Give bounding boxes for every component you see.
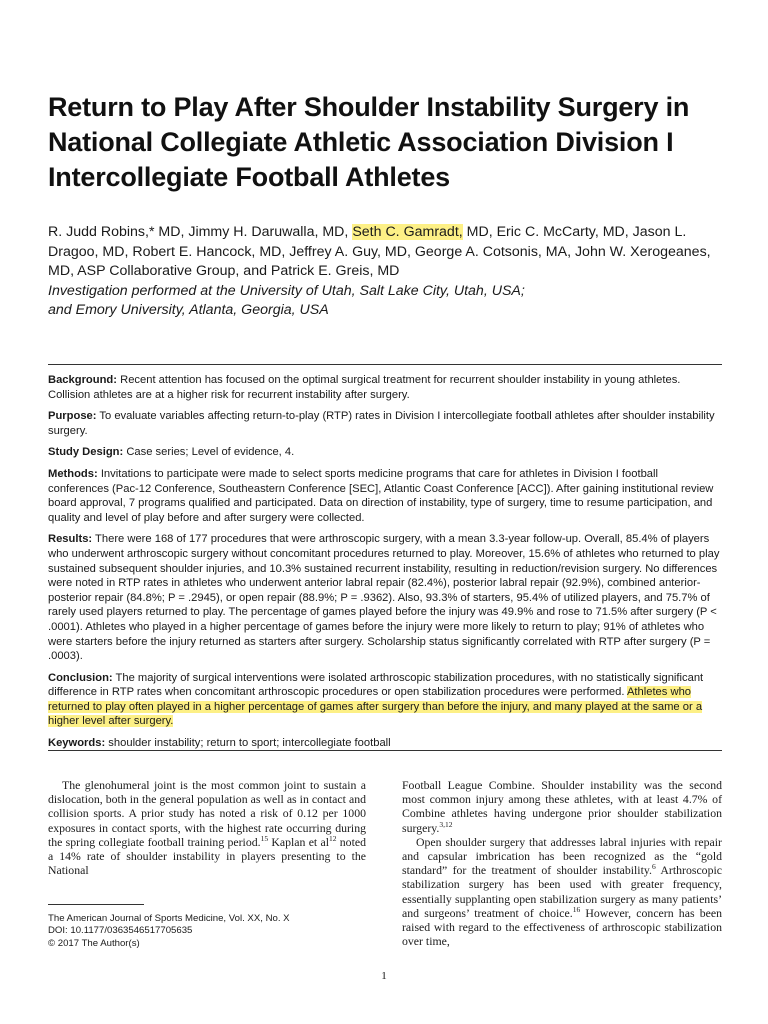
background-text: Recent attention has focused on the optimal surgical treatment for recurrent shoulder instability in young athletes. Collision athletes are at a higher risk for recurrent instability after surgery. (48, 374, 681, 401)
body-text: However, concern has been raised with regard to the effectiveness of arthroscopic stabilization over time, (402, 905, 722, 949)
body-text: Open shoulder surgery that addresses labral injuries with repair and capsular imbrication has been recognized as the “gold standard” for the treatment of shoulder instability. (402, 834, 722, 878)
results-text: There were 168 of 177 procedures that were arthroscopic surgery, with a mean 3.3-year follow-up. Overall, 85.4% of players who underwent arthroscopic surgery without concomitant procedures returned to play. Moreover, 15.6% of athletes who returned to play sustained subsequent shoulder injuries, and 10.3% sustained recurrent instability, resulting in reduction/revision surgery. No differences were noted in RTP rates in athletes who underwent anterior labral repair (82.4%), posterior labral repair (92.9%), combined anterior-posterior repair (84.8%; P = .2945), or open repair (88.9%; P = .9362). Also, 93.3% of starters, 95.4% of utilized players, and 75.7% of rarely used players returned to play. The percentage of games played before the injury was 49.9% and rose to 71.5% after surgery (P < .0001). Athletes who played in a higher percentage of games before the injury were more likely to return to play; 91% of athletes who were starters before the injury returned as starters after surgery. Scholarship status significantly correlated with RTP after surgery (P = .0003). (48, 533, 720, 663)
citation: 12 (329, 833, 337, 843)
citation: 6 (651, 862, 656, 872)
keywords-label: Keywords: (48, 737, 106, 750)
purpose-label: Purpose: (48, 410, 97, 423)
conclusion-label: Conclusion: (48, 671, 113, 684)
affiliation-line-1: Investigation performed at the University of Utah, Salt Lake City, Utah, USA; (48, 282, 525, 299)
design-label: Study Design: (48, 446, 124, 459)
body-text: Kaplan et al (268, 834, 329, 849)
affiliation-line-2: and Emory University, Atlanta, Georgia, USA (48, 302, 329, 318)
footnote-rule (48, 904, 144, 905)
page-number: 1 (381, 970, 387, 982)
body-column-right (402, 778, 722, 948)
abstract-top-rule (48, 364, 722, 365)
citation: 15 (260, 833, 269, 843)
results-label: Results: (48, 533, 93, 546)
abstract-purpose (48, 409, 722, 438)
body-column-left (48, 778, 366, 877)
body-text: Arthroscopic stabilization surgery has been used with greater frequency, essentially supplanting open stabilization surgery as many patients’ and surgeons’ treatment of choice. (402, 863, 722, 920)
highlighted-author: Seth C. Gamradt, (352, 224, 463, 240)
journal-citation: The American Journal of Sports Medicine, Vol. XX, No. X (48, 913, 290, 924)
authors-text-2: MD, Eric C. McCarty, MD, Jason L. Dragoo, MD, Robert E. Hancock, MD, Jeffrey A. Guy, MD, George A. Cotsonis, MA, John W. Xerogeanes, MD, ASP Collaborative Group, and Patrick E. Greis, MD (48, 224, 711, 279)
author-list (48, 223, 738, 282)
abstract-results (48, 532, 722, 663)
design-text: Case series; Level of evidence, 4. (123, 446, 295, 459)
abstract-conclusion (48, 671, 722, 729)
body-paragraph (402, 835, 722, 949)
abstract (48, 373, 722, 758)
abstract-background (48, 373, 722, 402)
citation: 3,12 (439, 819, 453, 829)
background-label: Background: (48, 374, 117, 386)
keywords-text: shoulder instability; return to sport; intercollegiate football (105, 737, 391, 750)
body-text: noted a 14% rate of shoulder instability in players presenting to the National (48, 834, 366, 878)
citation: 16 (572, 904, 581, 914)
conclusion-highlight: Athletes who returned to play often played in a higher percentage of games after surgery than before the injury, and many played at the same or a higher level after surgery. (48, 686, 703, 728)
copyright: © 2017 The Author(s) (48, 937, 140, 949)
abstract-bottom-rule (48, 750, 722, 751)
body-paragraph (402, 778, 722, 835)
methods-label: Methods: (48, 467, 98, 480)
author-block (48, 223, 738, 321)
methods-text: Invitations to participate were made to select sports medicine programs that care for athletes in Division I football conferences (Pac-12 Conference, Southeastern Conference [SEC], Atlantic Coast Conference [ACC]). After gaining institutional review board approval, 7 programs qualified and participated. Data on direction of instability, type of surgery, time to resume participation, and quality and level of play before and after surgery were collected. (48, 467, 714, 524)
body-paragraph (48, 778, 366, 877)
abstract-keywords (48, 736, 722, 751)
paper-title: Return to Play After Shoulder Instability Surgery in National Collegiate Athletic Association Division I Intercollegiate Football Athletes (48, 92, 690, 192)
doi: DOI: 10.1177/0363546517705635 (48, 925, 193, 937)
journal-footer (48, 913, 378, 950)
abstract-study-design (48, 445, 722, 460)
conclusion-text: The majority of surgical interventions were isolated arthroscopic stabilization procedures, with no statistically significant difference in RTP rates when concomitant arthroscopic procedures or open stabilization procedures were performed. (48, 671, 704, 699)
abstract-methods (48, 467, 722, 525)
purpose-text: To evaluate variables affecting return-to-play (RTP) rates in Division I intercollegiate football athletes after shoulder instability surgery. (48, 410, 715, 437)
body-text: The glenohumeral joint is the most common joint to sustain a dislocation, both in the general population as well as in contact and collision sports. A prior study has noted a risk of 0.12 per 1000 exposures in contact sports, with the highest rate occurring during the spring collegiate football training period. (48, 778, 366, 849)
authors-text-1: R. Judd Robins,* MD, Jimmy H. Daruwalla, MD, (48, 224, 353, 240)
body-text: Football League Combine. Shoulder instability was the second most common injury among these athletes, with at least 4.7% of Combine athletes having undergone prior shoulder stabilization surgery. (402, 778, 722, 835)
